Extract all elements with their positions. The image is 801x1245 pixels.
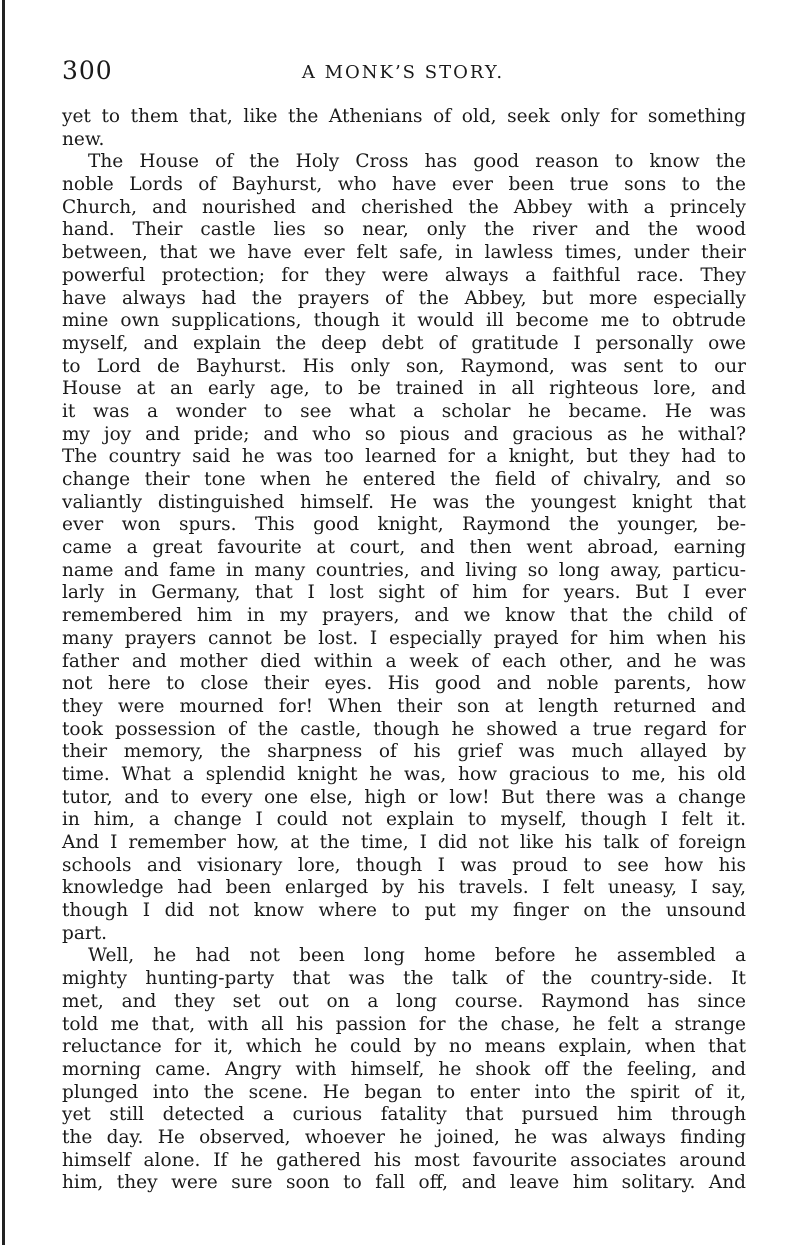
text-line: met, and they set out on a long course. Raymond has since xyxy=(62,990,746,1012)
text-line: name and fame in many countries, and living so long away, particu- xyxy=(62,559,746,581)
text-line: yet still detected a curious fatality that pursued him through xyxy=(62,1104,746,1126)
text-line: change their tone when he entered the field of chivalry, and so xyxy=(62,469,746,490)
text-line: larly in Germany, that I lost sight of him for years. But I ever xyxy=(62,582,746,604)
text-line: mighty hunting-party that was the talk of the country-side. It xyxy=(62,968,746,990)
text-line: told me that, with all his passion for the chase, he felt a strange xyxy=(62,1013,746,1035)
page-header xyxy=(62,56,744,90)
text-line: not here to close their eyes. His good and noble parents, how xyxy=(62,673,746,695)
text-line: between, that we have ever felt safe, in lawless times, under their xyxy=(62,242,746,264)
text-line: came a great favourite at court, and then went abroad, earning xyxy=(62,537,746,559)
text-line: noble Lords of Bayhurst, who have ever been true sons to the xyxy=(62,174,746,196)
text-line: their memory, the sharpness of his grief was much allayed by xyxy=(62,741,746,763)
text-line: it was a wonder to see what a scholar he became. He was xyxy=(62,400,746,422)
text-line: tutor, and to every one else, high or low! But there was a change xyxy=(62,786,746,808)
text-line: though I did not know where to put my finger on the unsound xyxy=(62,900,746,922)
text-line: himself alone. If he gathered his most favourite associates around xyxy=(62,1149,746,1171)
text-line: yet to them that, like the Athenians of old, seek only for something xyxy=(62,106,746,127)
text-line: they were mourned for! When their son at length returned and xyxy=(62,695,746,717)
text-line: took possession of the castle, though he showed a true regard for xyxy=(62,718,746,740)
text-line: Church, and nourished and cherished the Abbey with a princely xyxy=(62,196,746,218)
text-line: part. xyxy=(62,922,108,944)
text-line: knowledge had been enlarged by his travels. I felt uneasy, I say, xyxy=(62,877,746,899)
text-line: plunged into the scene. He began to enter into the spirit of it, xyxy=(62,1081,746,1103)
text-line: mine own supplications, though it would ill become me to obtrude xyxy=(62,310,746,332)
body-text xyxy=(62,106,746,1195)
text-line: myself, and explain the deep debt of gratitude I personally owe xyxy=(62,332,746,354)
text-line: have always had the prayers of the Abbey, but more especially xyxy=(62,287,746,309)
text-line: powerful protection; for they were always a faithful race. They xyxy=(62,264,746,286)
text-line: And I remember how, at the time, I did not like his talk of foreign xyxy=(62,832,746,853)
text-line: schools and visionary lore, though I was proud to see how his xyxy=(62,854,746,876)
text-line: ever won spurs. This good knight, Raymond the younger, be- xyxy=(62,514,746,536)
page-edge-rule xyxy=(2,0,5,1245)
text-line: House at an early age, to be trained in all righteous lore, and xyxy=(62,378,746,400)
text-line: remembered him in my prayers, and we know that the child of xyxy=(62,605,746,627)
text-line: in him, a change I could not explain to myself, though I felt it. xyxy=(62,809,746,831)
text-line: hand. Their castle lies so near, only the river and the wood xyxy=(62,219,746,241)
text-line: new. xyxy=(62,128,105,150)
text-line: my joy and pride; and who so pious and gracious as he withal? xyxy=(62,423,746,445)
page-number: 300 xyxy=(62,56,113,85)
running-title: A MONK’S STORY. xyxy=(301,62,505,83)
text-line: The House of the Holy Cross has good reason to know the xyxy=(88,151,746,173)
text-line: The country said he was too learned for a knight, but they had to xyxy=(62,446,746,468)
text-line: the day. He observed, whoever he joined, he was always finding xyxy=(62,1126,746,1148)
text-line: many prayers cannot be lost. I especially prayed for him when his xyxy=(62,627,746,649)
text-line: reluctance for it, which he could by no means explain, when that xyxy=(62,1036,746,1058)
text-line: to Lord de Bayhurst. His only son, Raymond, was sent to our xyxy=(62,355,746,377)
text-line: valiantly distinguished himself. He was the youngest knight that xyxy=(62,491,746,513)
text-line: father and mother died within a week of each other, and he was xyxy=(62,650,746,672)
text-line: him, they were sure soon to fall off, and leave him solitary. And xyxy=(62,1172,746,1194)
text-line: time. What a splendid knight he was, how gracious to me, his old xyxy=(62,763,746,785)
text-line: morning came. Angry with himself, he shook off the feeling, and xyxy=(62,1058,746,1080)
text-line: Well, he had not been long home before he assembled a xyxy=(88,945,746,967)
